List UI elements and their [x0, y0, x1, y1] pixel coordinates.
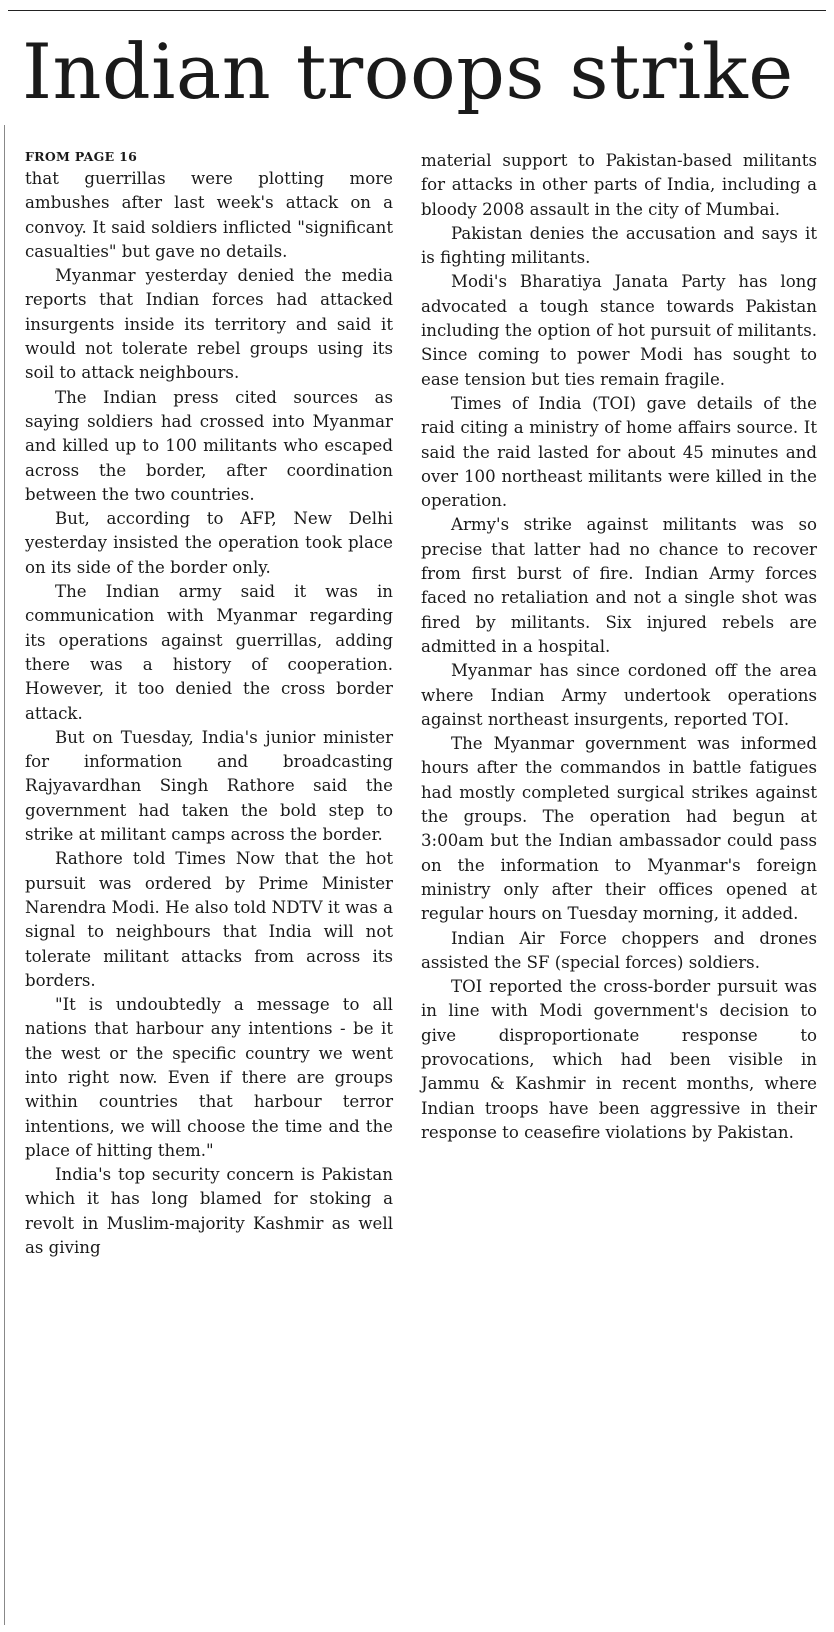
paragraph: Modi's Bharatiya Janata Party has long advocated a tough stance towards Pakistan including the option of hot pursuit of militants. Since coming to power Modi has sought to ease tension but ties remain fragile.: [421, 272, 817, 389]
paragraph: "It is undoubtedly a message to all nations that harbour any intentions - be it the west or the specific country we went into right now. Even if there are groups within countries that harbour terror intentions, we will choose the time and the place of hitting them.": [25, 995, 393, 1160]
continuation-label: FROM PAGE 16: [25, 149, 138, 164]
headline: Indian troops strike: [22, 27, 794, 116]
paragraph: TOI reported the cross-border pursuit was in line with Modi government's decision to give disproportionate response to provocations, which had been visible in Jammu & Kashmir in recent months, where Indian troops have been aggressive in their response to ceasefire violations by Pakistan.: [421, 977, 817, 1142]
paragraph: Pakistan denies the accusation and says it is fighting militants.: [421, 223, 817, 268]
paragraph: The Indian press cited sources as saying soldiers had crossed into Myanmar and killed up to 100 militants who escaped across the border, after coordination between the two countries.: [25, 387, 393, 504]
paragraph: India's top security concern is Pakistan which it has long blamed for stoking a revolt in Muslim-majority Kashmir as well as giving: [25, 1165, 393, 1258]
top-rule: [8, 10, 826, 11]
paragraph: Army's strike against militants was so precise that latter had no chance to recover from first burst of fire. Indian Army forces faced no retaliation and not a single shot was fired by militants. Six injured rebels are admitted in a hospital.: [421, 515, 817, 656]
paragraph: that guerrillas were plotting more ambushes after last week's attack on a convoy. It said soldiers inflicted "significant casualties" but gave no details.: [25, 169, 393, 261]
left-column: [25, 149, 393, 1260]
paragraph: Indian Air Force choppers and drones assisted the SF (special forces) soldiers.: [421, 928, 817, 972]
paragraph: Times of India (TOI) gave details of the raid citing a ministry of home affairs source. It said the raid lasted for about 45 minutes and over 100 northeast militants were killed in the operation.: [421, 393, 817, 511]
paragraph: Myanmar has since cordoned off the area where Indian Army undertook operations against northeast insurgents, reported TOI.: [421, 661, 817, 729]
left-margin-rule: [4, 125, 5, 1625]
paragraph: The Myanmar government was informed hours after the commandos in battle fatigues had mostly completed surgical strikes against the groups. The operation had begun at 3:00am but the Indian ambassador could pass on the information to Myanmar's foreign ministry only after their offices opened at regular hours on Tuesday morning, it added.: [421, 734, 817, 924]
paragraph: material support to Pakistan-based militants for attacks in other parts of India, including a bloody 2008 assault in the city of Mumbai.: [421, 151, 817, 219]
right-column: [421, 149, 817, 1145]
paragraph: But, according to AFP, New Delhi yesterday insisted the operation took place on its side of the border only.: [25, 509, 393, 577]
paragraph: Myanmar yesterday denied the media reports that Indian forces had attacked insurgents inside its territory and said it would not tolerate rebel groups using its soil to attack neighbours.: [25, 266, 393, 383]
paragraph: Rathore told Times Now that the hot pursuit was ordered by Prime Minister Narendra Modi. He also told NDTV it was a signal to neighbours that India will not tolerate militant attacks from across its borders.: [25, 849, 393, 990]
paragraph: But on Tuesday, India's junior minister for information and broadcasting Rajyavardhan Singh Rathore said the government had taken the bold step to strike at militant camps across the border.: [25, 727, 393, 845]
paragraph: The Indian army said it was in communication with Myanmar regarding its operations against guerrillas, adding there was a history of cooperation. However, it too denied the cross border attack.: [25, 582, 393, 723]
